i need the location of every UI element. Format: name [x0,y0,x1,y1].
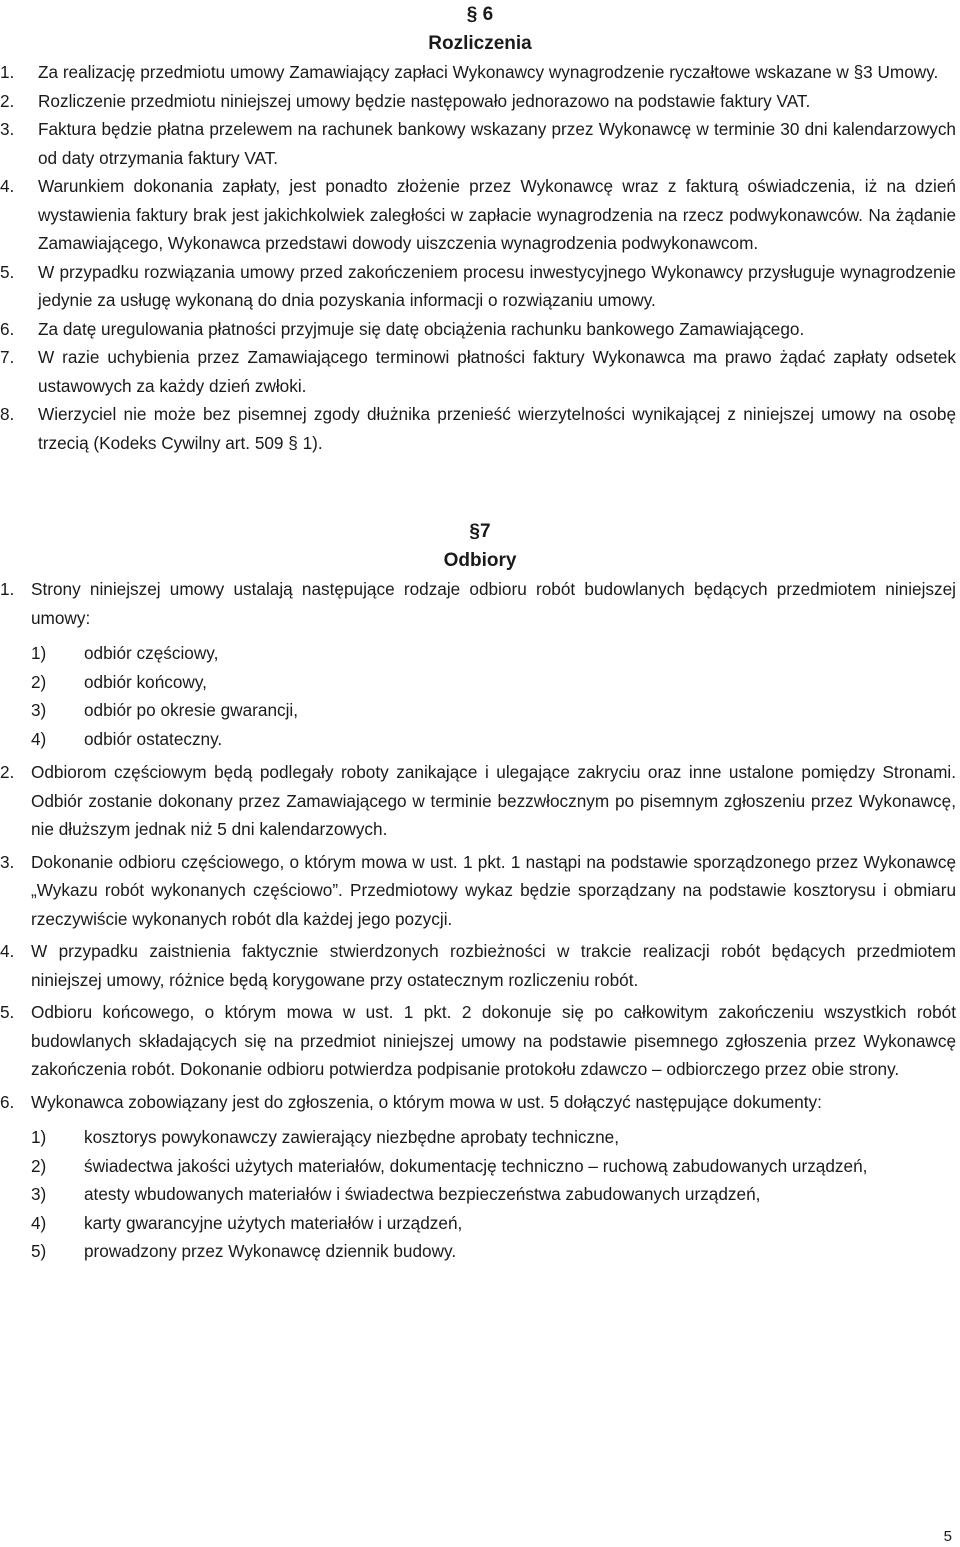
sub-item-text: odbiór po okresie gwarancji, [84,700,299,720]
item-text: W przypadku rozwiązania umowy przed zakończeniem procesu inwestycyjnego Wykonawcy przysługuje wynagrodzenie jedynie za usługę wykonaną do dnia pozyskania informacji o rozwiązaniu umowy. [38,261,956,310]
section-7-title: Odbiory [443,550,517,571]
sub-item-number: 5) [31,1241,47,1261]
sub-list-item [31,668,956,697]
page-number: 5 [943,1528,952,1545]
sub-item-text: prowadzony przez Wykonawcę dziennik budowy. [84,1241,457,1261]
item-text: Wykonawca zobowiązany jest do zgłoszenia, o którym mowa w ust. 5 dołączyć następujące dokumenty: [31,1091,822,1112]
item-text: W razie uchybienia przez Zamawiającego terminowi płatności faktury Wykonawca ma prawo żądać zapłaty odsetek ustawowych za każdy dzień zwłoki. [38,347,956,396]
sub-list [31,639,956,753]
sub-list-item [31,1152,956,1181]
item-number: 6. [0,318,15,339]
sub-item-number: 3) [31,700,47,720]
sub-item-text: kosztorys powykonawczy zawierający niezbędne aprobaty techniczne, [84,1127,619,1147]
item-text: Odbioru końcowego, o którym mowa w ust. 1 pkt. 2 dokonuje się po całkowitym zakończeniu wszystkich robót budowlanych składających się na przedmiot niniejszej umowy na podstawie pisemnego zgłoszenia przez Wykonawcę zakończenia robót. Dokonanie odbioru potwierdza podpisanie protokołu zdawczo – odbiorczego przez obie strony. [31,1002,956,1079]
item-number: 4. [0,176,15,196]
list-item [0,400,960,457]
item-number: 5. [0,261,15,282]
section-7-number: §7 [469,521,491,542]
list-item [0,315,960,344]
item-text: W przypadku zaistnienia faktycznie stwierdzonych rozbieżności w trakcie realizacji robót będących przedmiotem niniejszej umowy, różnice będą korygowane przy ostatecznym rozliczeniu robót. [31,941,956,990]
sub-list-item [31,1123,956,1152]
section-6-number: § 6 [466,4,494,25]
sub-list-item [31,1180,956,1209]
item-text: Dokonanie odbioru częściowego, o którym mowa w ust. 1 pkt. 1 nastąpi na podstawie sporządzonego przez Wykonawcę „Wykazu robót wykonanych częściowo”. Przedmiotowy wykaz będzie sporządzany na podstawie kosztorysu i obmiaru rzeczywiście wykonanych robót dla każdej jego pozycji. [31,851,956,929]
sub-item-number: 1) [31,1127,47,1147]
section-6-list [0,58,960,457]
list-item [0,575,960,753]
list-item [0,998,960,1084]
item-number: 6. [0,1091,15,1112]
sub-list-item [31,1209,956,1238]
sub-list [31,1123,956,1266]
item-text: Za realizację przedmiotu umowy Zamawiający zapłaci Wykonawcy wynagrodzenie ryczałtowe wskazane w §3 Umowy. [38,62,939,82]
item-text: Strony niniejszej umowy ustalają następujące rodzaje odbioru robót budowlanych będących przedmiotem niniejszej umowy: [31,579,956,628]
sub-item-text: świadectwa jakości użytych materiałów, dokumentację techniczno – ruchową zabudowanych urządzeń, [84,1155,868,1176]
item-number: 3. [0,119,15,139]
sub-item-text: karty gwarancyjne użytych materiałów i urządzeń, [84,1212,463,1233]
item-number: 1. [0,62,15,82]
item-text: Wierzyciel nie może bez pisemnej zgody dłużnika przenieść wierzytelności wynikającej z niniejszej umowy na osobę trzecią (Kodeks Cywilny art. 509 § 1). [38,404,956,453]
item-number: 2. [0,90,15,111]
section-spacer [0,457,960,517]
sub-list-item [31,725,956,754]
item-text: Rozliczenie przedmiotu niniejszej umowy będzie następowało jednorazowo na podstawie faktury VAT. [38,90,811,111]
item-number: 3. [0,851,15,872]
item-number: 7. [0,347,15,367]
sub-item-text: odbiór częściowy, [84,643,219,663]
sub-item-number: 2) [31,671,47,692]
section-6-title: Rozliczenia [428,33,532,54]
item-number: 5. [0,1002,15,1022]
sub-item-number: 4) [31,1212,47,1233]
list-item [0,115,960,172]
list-item [0,58,960,87]
item-text: Odbiorom częściowym będą podlegały roboty zanikające i ulegające zakryciu oraz inne ustalone pomiędzy Stronami. Odbiór zostanie dokonany przez Zamawiającego w terminie bezzwłocznym po pisemnym zgłoszeniu przez Wykonawcę, nie dłuższym jednak niż 5 dni kalendarzowych. [31,762,956,839]
list-item [0,758,960,844]
sub-list-item [31,1237,956,1266]
sub-list-item [31,639,956,668]
item-text: Warunkiem dokonania zapłaty, jest ponadto złożenie przez Wykonawcę wraz z fakturą oświadczenia, iż na dzień wystawienia faktury brak jest jakichkolwiek zaległości w zapłacie wynagrodzenia na rzecz podwykonawców. Na żądanie Zamawiającego, Wykonawca przedstawi dowody uiszczenia wynagrodzenia podwykonawcom. [38,176,956,253]
list-item [0,87,960,116]
item-text: Faktura będzie płatna przelewem na rachunek bankowy wskazany przez Wykonawcę w terminie 30 dni kalendarzowych od daty otrzymania faktury VAT. [38,119,956,168]
list-item [0,848,960,934]
item-number: 8. [0,404,15,424]
sub-list-item [31,696,956,725]
list-item [0,1088,960,1266]
sub-item-text: atesty wbudowanych materiałów i świadectwa bezpieczeństwa zabudowanych urządzeń, [84,1184,761,1204]
item-number: 2. [0,762,15,782]
sub-item-text: odbiór końcowy, [84,671,207,692]
item-text: Za datę uregulowania płatności przyjmuje się datę obciążenia rachunku bankowego Zamawiającego. [38,318,805,339]
list-item [0,258,960,315]
item-number: 1. [0,579,15,599]
sub-item-number: 1) [31,643,47,663]
item-number: 4. [0,941,15,961]
sub-item-number: 3) [31,1184,47,1204]
list-item [0,343,960,400]
sub-item-number: 2) [31,1155,47,1176]
section-7-list [0,575,960,1266]
list-item [0,937,960,994]
section-6-heading [0,0,960,58]
sub-item-text: odbiór ostateczny. [84,728,223,749]
list-item [0,172,960,258]
section-7-heading [0,517,960,575]
sub-item-number: 4) [31,728,47,749]
